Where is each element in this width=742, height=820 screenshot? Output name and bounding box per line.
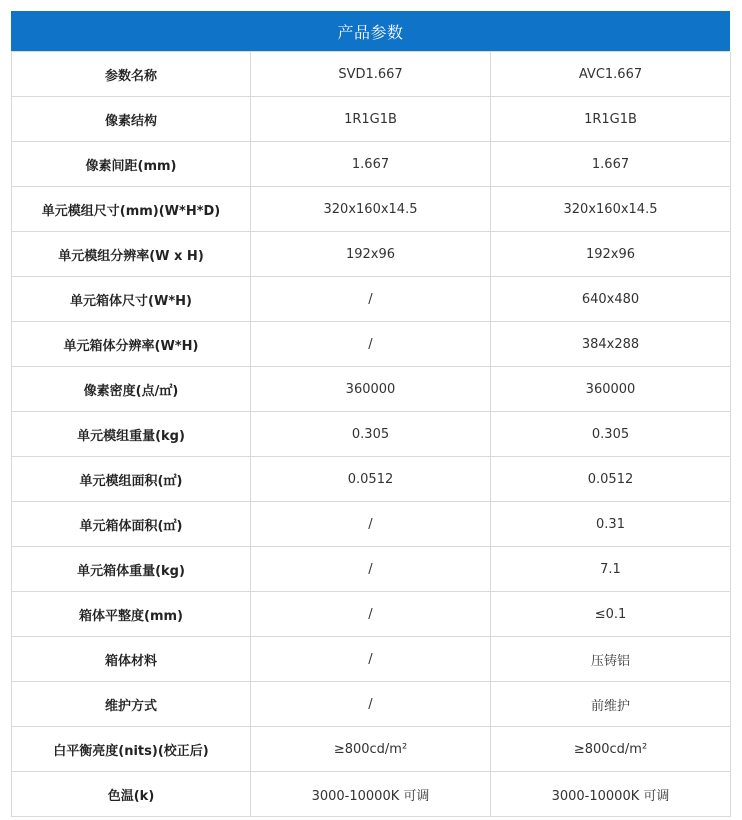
table-cell-parameter: 箱体平整度(mm) [12,592,251,637]
table-row-cabinet-resolution [12,322,730,367]
table-row-module-size [12,187,730,232]
table-cell-avc1667: 压铸铝 [491,637,731,682]
table-row-cabinet-material [12,637,730,682]
table-cell-avc1667: 384x288 [491,322,731,367]
table-row-module-weight [12,412,730,457]
table-cell-svd1667: / [251,277,491,322]
table-cell-parameter: 白平衡亮度(nits)(校正后) [12,727,251,772]
table-row-module-resolution [12,232,730,277]
table-title [11,11,730,51]
table-row-module-area [12,457,730,502]
table-cell-svd1667: / [251,592,491,637]
table-cell-svd1667: 1R1G1B [251,97,491,142]
table-row-cabinet-area [12,502,730,547]
column-header-svd1667: SVD1.667 [251,52,491,97]
column-header-avc1667: AVC1.667 [491,52,731,97]
table-cell-svd1667: 0.0512 [251,457,491,502]
table-cell-svd1667: 0.305 [251,412,491,457]
table-row-cabinet-flatness [12,592,730,637]
table-row-pixel-density [12,367,730,412]
table-cell-parameter: 单元模组尺寸(mm)(W*H*D) [12,187,251,232]
table-cell-parameter: 像素间距(mm) [12,142,251,187]
table-cell-avc1667: 1R1G1B [491,97,731,142]
table-cell-avc1667: 0.0512 [491,457,731,502]
table-cell-parameter: 单元模组面积(㎡) [12,457,251,502]
table-cell-avc1667: 3000-10000K 可调 [491,772,731,817]
product-spec-table [11,51,730,817]
table-cell-avc1667: 0.305 [491,412,731,457]
table-cell-parameter: 单元箱体重量(kg) [12,547,251,592]
table-cell-parameter: 维护方式 [12,682,251,727]
table-cell-svd1667: 320x160x14.5 [251,187,491,232]
table-cell-avc1667: 320x160x14.5 [491,187,731,232]
table-row-white-balance-brightness [12,727,730,772]
table-title-text: 产品参数 [337,22,404,42]
table-cell-parameter: 像素结构 [12,97,251,142]
table-cell-svd1667: ≥800cd/m² [251,727,491,772]
table-row-cabinet-size [12,277,730,322]
table-row-pixel-pitch [12,142,730,187]
table-cell-avc1667: 前维护 [491,682,731,727]
table-header-row [12,52,730,97]
table-cell-svd1667: / [251,322,491,367]
table-cell-parameter: 单元模组重量(kg) [12,412,251,457]
table-cell-svd1667: 360000 [251,367,491,412]
table-cell-avc1667: ≥800cd/m² [491,727,731,772]
table-row-pixel-structure [12,97,730,142]
table-cell-svd1667: / [251,637,491,682]
table-cell-svd1667: / [251,502,491,547]
column-header-parameter-name: 参数名称 [12,52,251,97]
table-cell-svd1667: 192x96 [251,232,491,277]
table-row-cabinet-weight [12,547,730,592]
table-cell-parameter: 色温(k) [12,772,251,817]
table-cell-avc1667: 7.1 [491,547,731,592]
table-cell-svd1667: / [251,547,491,592]
table-cell-parameter: 箱体材料 [12,637,251,682]
table-row-maintenance-method [12,682,730,727]
table-cell-parameter: 单元箱体尺寸(W*H) [12,277,251,322]
table-cell-avc1667: 360000 [491,367,731,412]
table-cell-svd1667: 1.667 [251,142,491,187]
table-cell-svd1667: / [251,682,491,727]
table-cell-avc1667: 1.667 [491,142,731,187]
table-cell-avc1667: ≤0.1 [491,592,731,637]
table-cell-parameter: 单元箱体分辨率(W*H) [12,322,251,367]
table-cell-svd1667: 3000-10000K 可调 [251,772,491,817]
table-cell-avc1667: 0.31 [491,502,731,547]
table-cell-parameter: 单元模组分辨率(W x H) [12,232,251,277]
table-cell-parameter: 单元箱体面积(㎡) [12,502,251,547]
table-row-color-temperature [12,772,730,817]
table-cell-parameter: 像素密度(点/㎡) [12,367,251,412]
table-cell-avc1667: 640x480 [491,277,731,322]
table-cell-avc1667: 192x96 [491,232,731,277]
